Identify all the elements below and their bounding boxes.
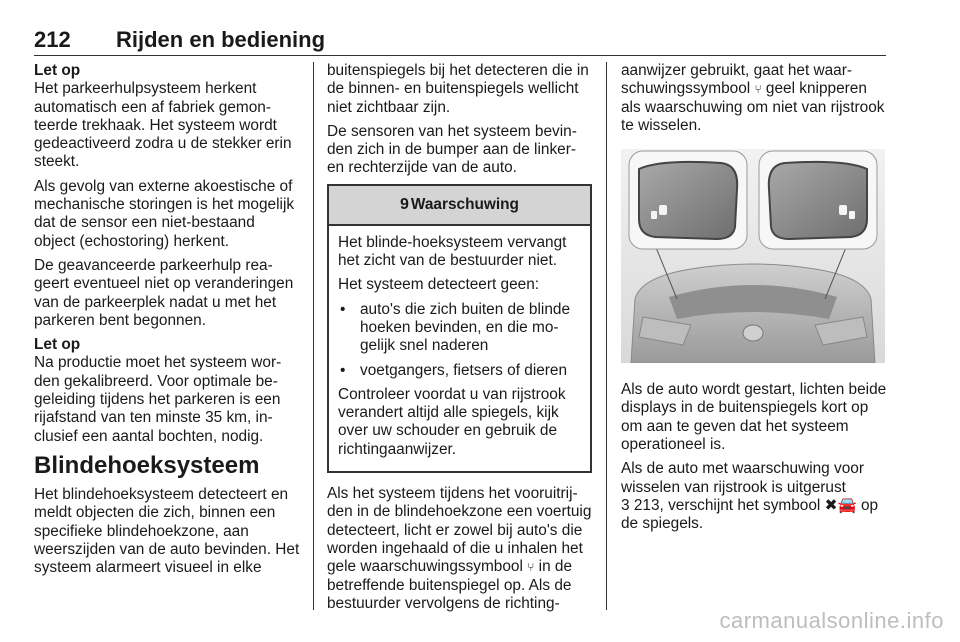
column-divider [606,62,607,610]
list-item: • voetgangers, fietsers of dieren [338,362,581,380]
watermark: carmanualsonline.info [719,608,944,633]
warning-list [338,301,581,380]
column-1 [34,62,300,583]
warning-title: Waarschuwing [410,195,519,213]
blind-spot-icon: ⑂ [754,82,762,97]
lane-change-warning-icon: ✖🚘 [824,496,857,514]
warning-text: Controleer voordat u van rijstrook verandert altijd alle spiegels, kijk over uw schouder en gebruik de richtingaanwijzer. [338,385,566,458]
warning-header [329,186,590,226]
note-text: Na productie moet het systeem worden gekalibreerd. Voor optimale begeleiding tijdens het parkeren is een rijafstand van ten minste 35 km, inclusief een aantal bochten, nodig. [34,354,282,445]
paragraph: Als de auto met waarschuwing voor wisselen van rijstrook is uitgerust 3 213, verschijnt het symbool ✖🚘 op de spiegels. [621,460,879,533]
paragraph: aanwijzer gebruikt, gaat het waarschuwingssymbool ⑂ geel knipperen als waarschuwing om niet van rijstrook te wisselen. [621,62,885,134]
column-2 [327,62,592,619]
warning-text: Het blinde-hoeksysteem vervangt het zicht van de bestuurder niet. [338,233,567,270]
note-label: Let op [34,336,81,354]
page-reference[interactable]: 3 213 [621,496,660,514]
paragraph: Als het systeem tijdens het vooruitrijden in de blindehoekzone een voertuig detecteert, licht er zowel bij auto's die worden ingehaald of die u inhalen het gele waarschuwingssymbool ⑂ in de betreffende buitenspiegel op. Als de bestuurder vervolgens de richting- [327,485,592,612]
warning-text: Het systeem detecteert geen: [338,276,540,294]
warning-box [327,184,592,473]
warning-body [329,226,590,471]
header-rule [34,55,886,56]
page-number: 212 [34,27,71,52]
paragraph: Het blindehoeksysteem detecteert en meldt objecten die zich, binnen een specifieke blindehoekzone, aan weerszijden van de auto bevinden. Het systeem alarmeert visueel in elke [34,485,300,577]
blind-spot-icon: ⑂ [527,560,535,575]
column-3 [621,62,887,540]
list-item: • auto's die zich buiten de blinde hoeken bevinden, en die mogelijk snel naderen [338,301,581,356]
chapter-title: Rijden en bediening [116,27,326,52]
paragraph: De geavanceerde parkeerhulp reageert eventueel niet op veranderingen van de parkeerplek nadat u met het parkeren bent begonnen. [34,256,294,329]
warning-icon: 9 [400,195,409,213]
paragraph: Als de auto wordt gestart, lichten beide displays in de buitenspiegels kort op om aan te geven dat het systeem operationeel is. [621,381,887,454]
note-label: Let op [34,62,81,79]
paragraph: Als gevolg van externe akoestische of mechanische storingen is het mogelijk dat de sensor een niet-bestaand object (echostoring) herkent. [34,177,295,250]
paragraph: De sensoren van het systeem bevinden zich in de bumper aan de linker- en rechterzijde van de auto. [327,122,577,177]
column-divider [313,62,314,610]
note-text: Het parkeerhulpsysteem herkent automatisch een af fabriek gemonteerde trekhaak. Het systeem wordt gedeactiveerd zodra u de stekker erin steekt. [34,80,292,171]
section-heading: Blindehoeksysteem [34,451,260,479]
page-header [34,24,886,54]
mirror-illustration-svg [621,149,885,363]
mirror-illustration [621,149,885,363]
paragraph: buitenspiegels bij het detecteren die in de binnen- en buitenspiegels wellicht niet zichtbaar zijn. [327,62,589,116]
